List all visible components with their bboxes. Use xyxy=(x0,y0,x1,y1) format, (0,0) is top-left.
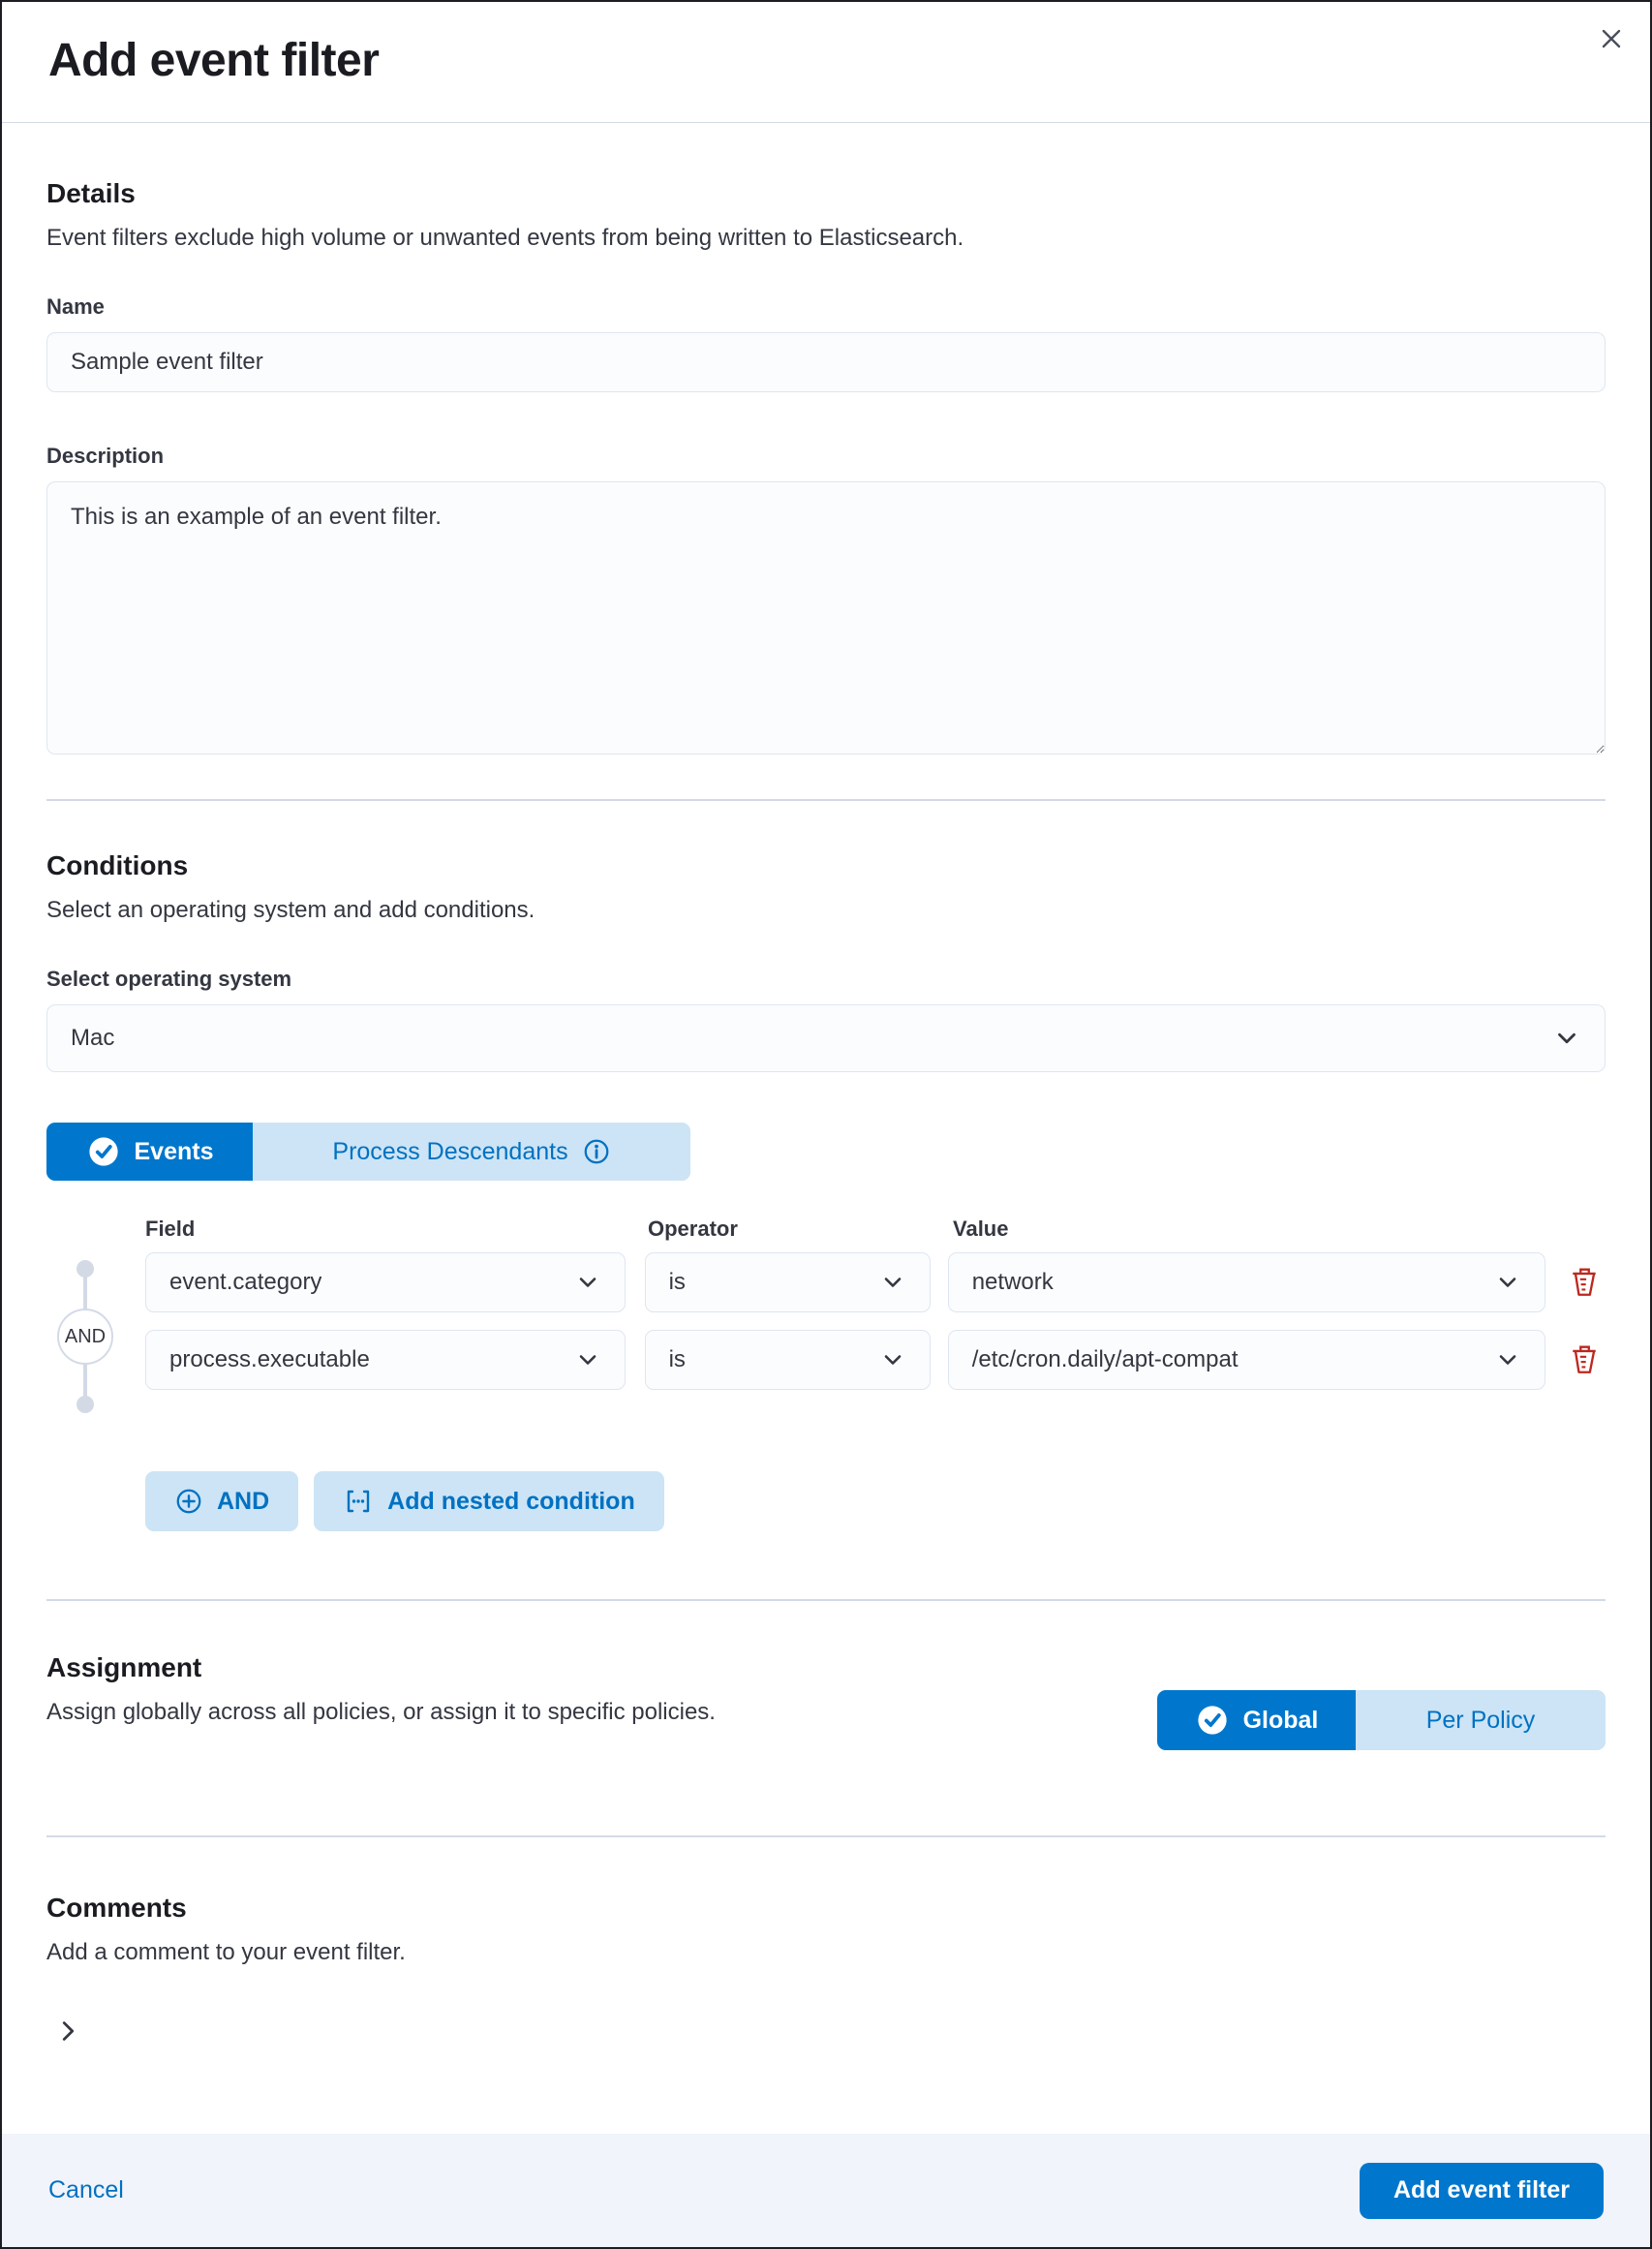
chevron-down-icon xyxy=(1494,1269,1521,1296)
trash-icon xyxy=(1568,1266,1601,1299)
and-connector xyxy=(57,1260,113,1413)
chevron-down-icon xyxy=(1552,1024,1581,1053)
add-and-condition-button[interactable] xyxy=(145,1471,298,1531)
comments-heading: Comments xyxy=(46,1893,187,1923)
close-button[interactable] xyxy=(1588,15,1635,62)
chevron-down-icon xyxy=(879,1269,906,1296)
operator-select[interactable] xyxy=(645,1330,931,1390)
dialog-footer xyxy=(2,2134,1650,2247)
details-description: Event filters exclude high volume or unwanted events from being written to Elasticsearch. xyxy=(46,225,964,251)
toggle-per-policy-label: Per Policy xyxy=(1425,1706,1536,1734)
dialog-title: Add event filter xyxy=(48,35,380,86)
add-and-condition-label: AND xyxy=(217,1487,270,1515)
value-select[interactable] xyxy=(948,1330,1546,1390)
dialog-header xyxy=(2,2,1650,123)
field-select[interactable] xyxy=(145,1252,626,1312)
close-icon xyxy=(1596,23,1627,54)
operator-select-value: is xyxy=(668,1269,686,1295)
toggle-global[interactable] xyxy=(1157,1690,1356,1750)
condition-row xyxy=(145,1330,1606,1390)
add-nested-condition-button[interactable] xyxy=(314,1471,664,1531)
value-select-value: /etc/cron.daily/apt-compat xyxy=(971,1346,1239,1372)
conditions-editor xyxy=(46,1216,1606,1390)
section-divider xyxy=(46,1599,1606,1601)
field-column-label: Field xyxy=(145,1217,196,1241)
add-nested-condition-label: Add nested condition xyxy=(387,1487,635,1515)
condition-column-headers xyxy=(145,1216,1606,1243)
and-connector-badge: AND xyxy=(57,1309,113,1365)
section-divider xyxy=(46,1835,1606,1837)
os-select-label: Select operating system xyxy=(46,967,292,991)
conditions-heading: Conditions xyxy=(46,850,189,880)
nested-condition-icon xyxy=(343,1486,374,1517)
operator-select-value: is xyxy=(668,1346,686,1372)
delete-condition-button[interactable] xyxy=(1563,1339,1606,1381)
condition-row xyxy=(145,1252,1606,1312)
conditions-subtitle: Select an operating system and add conditions. xyxy=(46,897,535,923)
tab-process-descendants[interactable] xyxy=(253,1123,690,1181)
trash-icon xyxy=(1568,1343,1601,1376)
toggle-global-label: Global xyxy=(1242,1706,1319,1734)
name-label: Name xyxy=(46,294,105,319)
assignment-toggle xyxy=(1157,1690,1606,1750)
plus-circle-icon xyxy=(174,1487,203,1516)
description-textarea[interactable] xyxy=(46,481,1606,755)
check-circle-icon xyxy=(86,1134,121,1169)
chevron-down-icon xyxy=(574,1346,601,1373)
dialog-body xyxy=(2,177,1650,2052)
tab-events-label: Events xyxy=(134,1137,214,1165)
chevron-down-icon xyxy=(879,1346,906,1373)
comments-expand-button[interactable] xyxy=(46,2010,89,2052)
assignment-subtitle: Assign globally across all policies, or assign it to specific policies. xyxy=(46,1699,716,1725)
info-icon xyxy=(582,1137,611,1166)
section-divider xyxy=(46,799,1606,801)
os-select[interactable] xyxy=(46,1004,1606,1072)
details-heading: Details xyxy=(46,178,136,208)
field-select-value: process.executable xyxy=(169,1346,370,1372)
toggle-per-policy[interactable] xyxy=(1356,1690,1606,1750)
operator-column-label: Operator xyxy=(648,1217,738,1241)
chevron-down-icon xyxy=(1494,1346,1521,1373)
condition-actions xyxy=(145,1471,1606,1531)
add-event-filter-button[interactable]: Add event filter xyxy=(1360,2163,1604,2219)
cancel-button[interactable]: Cancel xyxy=(48,2176,124,2203)
condition-type-tabs xyxy=(46,1123,690,1181)
value-select[interactable] xyxy=(948,1252,1546,1312)
assignment-heading: Assignment xyxy=(46,1652,202,1682)
operator-select[interactable] xyxy=(645,1252,931,1312)
comments-subtitle: Add a comment to your event filter. xyxy=(46,1939,406,1965)
field-select-value: event.category xyxy=(169,1269,322,1295)
field-select[interactable] xyxy=(145,1330,626,1390)
tab-process-descendants-label: Process Descendants xyxy=(332,1137,568,1165)
assignment-section xyxy=(46,1651,1606,1750)
value-column-label: Value xyxy=(953,1217,1009,1241)
os-select-value: Mac xyxy=(71,1025,115,1051)
name-input[interactable] xyxy=(46,332,1606,392)
chevron-down-icon xyxy=(574,1269,601,1296)
chevron-right-icon xyxy=(53,2017,82,2046)
tab-events[interactable] xyxy=(46,1123,253,1181)
description-label: Description xyxy=(46,444,165,468)
delete-condition-button[interactable] xyxy=(1563,1261,1606,1304)
check-circle-icon xyxy=(1195,1703,1230,1738)
value-select-value: network xyxy=(971,1269,1054,1295)
